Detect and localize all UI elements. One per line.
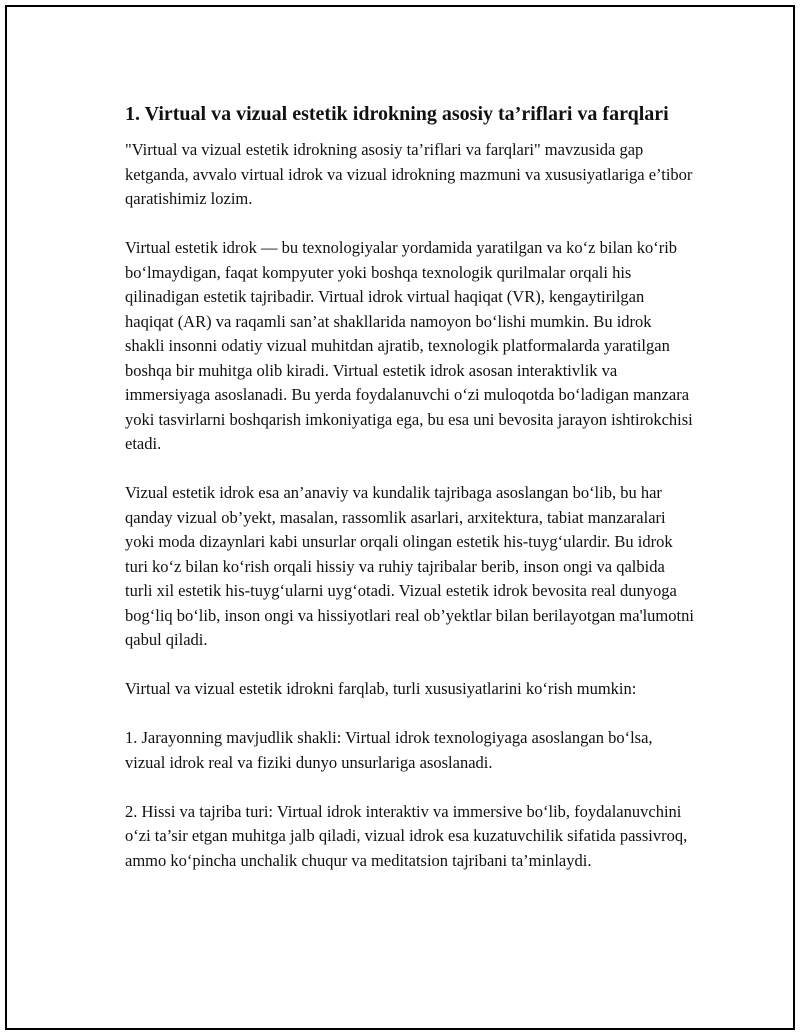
- paragraph-visual-definition: Vizual estetik idrok esa an’anaviy va kundalik tajribaga asoslangan bo‘lib, bu har qanday vizual ob’yekt, masalan, rassomlik asarlari, arxitektura, tabiat manzaralari yoki moda dizaynlari kabi unsurlar orqali olingan estetik his-tuyg‘ulardir. Bu idrok turi ko‘z bilan ko‘rish orqali hissiy va ruhiy tajribalar berib, inson ongi va qalbida turli xil estetik his-tuyg‘ularni uyg‘otadi. Vizual estetik idrok bevosita real dunyoga bog‘liq bo‘lib, inson ongi va hissiyotlari real ob’yektlar bilan berilayotgan ma'lumotni qabul qiladi.: [125, 483, 694, 649]
- list-item-difference-2: 2. Hissi va tajriba turi: Virtual idrok interaktiv va immersive bo‘lib, foydalanuvchini o‘zi ta’sir etgan muhitga jalb qiladi, vizual idrok esa kuzatuvchilik sifatida passivroq, ammo ko‘pincha unchalik chuqur va meditatsion tajribani ta’minlaydi.: [125, 801, 688, 870]
- document-body: [125, 100, 695, 898]
- section-heading: 1. Virtual va vizual estetik idrokning asosiy ta’riflari va farqlari: [125, 103, 669, 125]
- page-frame: [5, 5, 795, 1030]
- list-item-difference-1: 1. Jarayonning mavjudlik shakli: Virtual idrok texnologiyaga asoslangan bo‘lsa, vizual idrok real va fiziki dunyo unsurlariga asoslanadi.: [125, 728, 653, 772]
- paragraph-virtual-definition: Virtual estetik idrok — bu texnologiyalar yordamida yaratilgan va ko‘z bilan ko‘rib bo‘lmaydigan, faqat kompyuter yoki boshqa texnologik qurilmalar orqali his qilinadigan estetik tajribadir. Virtual idrok virtual haqiqat (VR), kengaytirilgan haqiqat (AR) va raqamli san’at shakllarida namoyon bo‘lishi mumkin. Bu idrok shakli insonni odatiy vizual muhitdan ajratib, texnologik platformalarda yaratilgan boshqa bir muhitga olib kiradi. Virtual estetik idrok asosan interaktivlik va immersiyaga asoslanadi. Bu yerda foydalanuvchi o‘zi muloqotda bo‘ladigan manzara yoki tasvirlarni boshqarish imkoniyatiga ega, bu esa uni bevosita jarayon ishtirokchisi etadi.: [125, 238, 693, 453]
- paragraph-intro: "Virtual va vizual estetik idrokning asosiy ta’riflari va farqlari" mavzusida gap ketganda, avvalo virtual idrok va vizual idrokning mazmuni va xususiyatlariga e’tibor qaratishimiz lozim.: [125, 140, 693, 208]
- paragraph-differences-intro: Virtual va vizual estetik idrokni farqlab, turli xususiyatlarini ko‘rish mumkin:: [125, 679, 637, 698]
